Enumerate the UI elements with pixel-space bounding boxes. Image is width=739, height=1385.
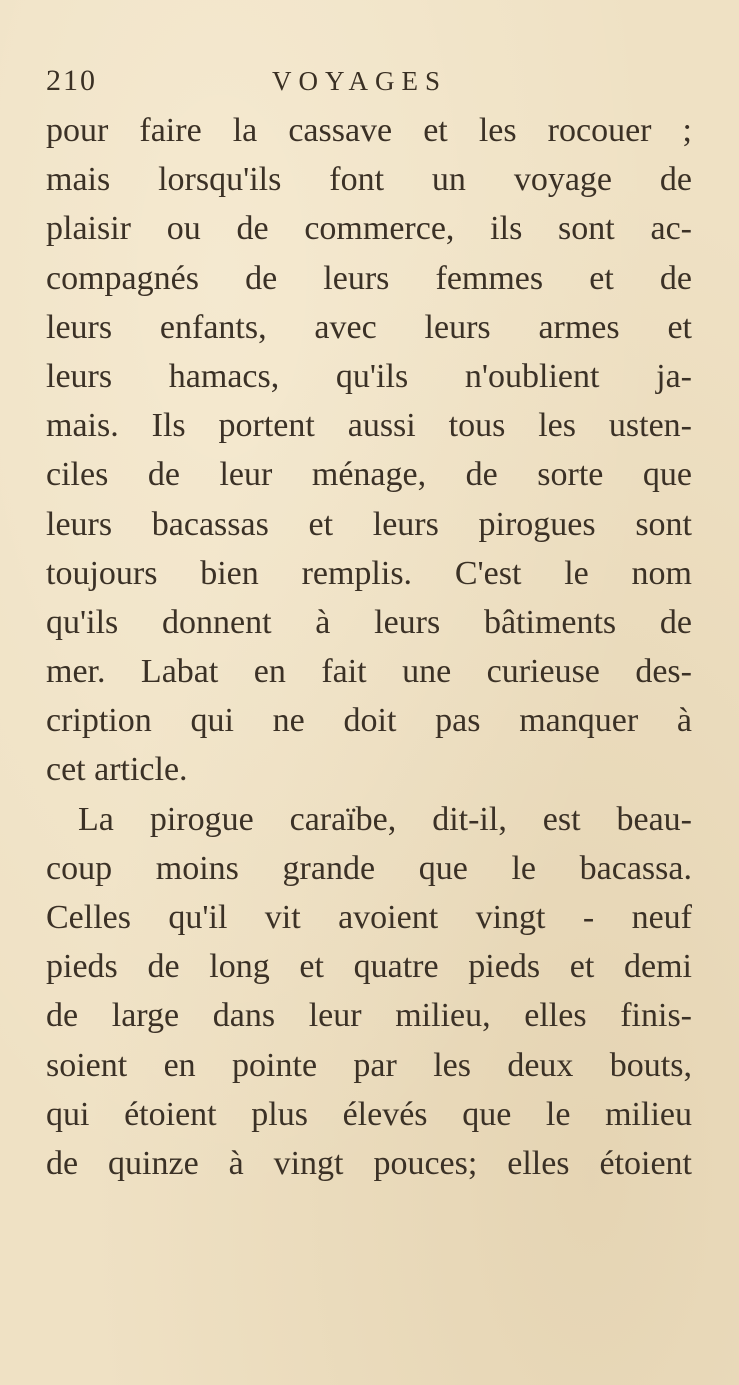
text-line: qui étoient plus élevés que le milieu — [46, 1095, 692, 1133]
body-text — [46, 106, 692, 1188]
page-number: 210 — [46, 64, 97, 97]
text-line: mais lorsqu'ils font un voyage de — [46, 161, 692, 199]
text-line: pieds de long et quatre pieds et demi — [46, 948, 692, 986]
text-line: coup moins grande que le bacassa. — [46, 849, 692, 887]
text-line: qu'ils donnent à leurs bâtiments de — [46, 603, 692, 641]
text-line: mer. Labat en fait une curieuse des- — [46, 653, 692, 691]
text-line: leurs bacassas et leurs pirogues sont — [46, 505, 692, 543]
running-title: VOYAGES — [272, 66, 448, 96]
text-line: pour faire la cassave et les rocouer ; — [46, 112, 692, 149]
text-line: toujours bien remplis. C'est le nom — [46, 554, 692, 592]
text-line: de large dans leur milieu, elles finis- — [46, 997, 692, 1035]
text-line: plaisir ou de commerce, ils sont ac- — [46, 210, 692, 248]
text-line: cription qui ne doit pas manquer à — [46, 702, 692, 740]
text-line: de quinze à vingt pouces; elles étoient — [46, 1144, 692, 1182]
text-line: compagnés de leurs femmes et de — [46, 259, 692, 297]
text-line: leurs hamacs, qu'ils n'oublient ja- — [46, 357, 692, 395]
text-line: leurs enfants, avec leurs armes et — [46, 308, 692, 346]
text-line: ciles de leur ménage, de sorte que — [46, 456, 692, 494]
page-header — [46, 64, 692, 100]
paragraph-first-line: La pirogue caraïbe, dit-il, est beau- — [78, 800, 692, 838]
text-line: mais. Ils portent aussi tous les usten- — [46, 407, 692, 445]
text-line: cet article. — [46, 751, 188, 789]
text-line: Celles qu'il vit avoient vingt - neuf — [46, 899, 692, 936]
text-line: soient en pointe par les deux bouts, — [46, 1046, 692, 1084]
